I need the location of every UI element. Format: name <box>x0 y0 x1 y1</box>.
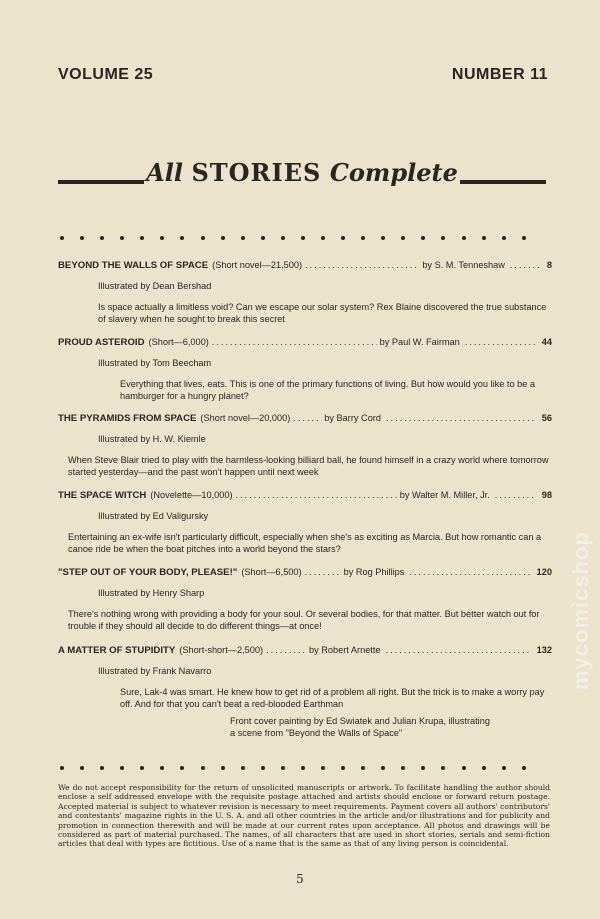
story-author: by Barry Cord <box>324 413 381 423</box>
story-entry <box>58 567 552 632</box>
story-illustrator: Illustrated by Dean Bershad <box>98 281 212 291</box>
story-illustrator: Illustrated by Tom Beecham <box>98 358 212 368</box>
story-page: 120 <box>536 567 552 577</box>
story-entry <box>58 260 552 325</box>
story-entry <box>58 645 552 710</box>
story-author: by Paul W. Fairman <box>379 337 460 347</box>
story-title: A MATTER OF STUPIDITY <box>58 645 176 656</box>
story-title: THE SPACE WITCH <box>58 490 147 501</box>
story-author: by Rog Phillips <box>343 567 405 577</box>
volume-label: VOLUME 25 <box>58 66 154 83</box>
story-illustrator: Illustrated by H. W. Kiemle <box>98 434 206 444</box>
story-page: 98 <box>541 490 552 500</box>
story-author: by Robert Arnette <box>309 645 381 655</box>
section-title <box>58 158 546 198</box>
story-description: Is space actually a limitless void? Can we escape our solar system? Rex Blaine discovered the true substance of slavery when he sought to break this secret <box>98 302 547 324</box>
story-entry <box>58 337 552 402</box>
story-description: When Steve Blair tried to play with the harmless-looking billiard ball, he found himself in a crazy world where tomorrow started yesterday—and the past won't happen until next week <box>68 455 549 477</box>
story-page: 44 <box>541 337 552 347</box>
story-description: Entertaining an ex-wife isn't particularly difficult, especially when she's as exciting as Marcia. But how romantic can a canoe ride be when the boat pitches into a world beyond the stars? <box>68 532 542 554</box>
cover-credit: Front cover painting by Ed Swiatek and Julian Krupa, illustrating a scene from "Beyond the Walls of Space" <box>230 716 490 738</box>
story-length: (Novelette—10,000) <box>150 490 233 500</box>
story-entry <box>58 413 552 478</box>
story-length: (Short—6,000) <box>148 337 209 347</box>
story-length: (Short—6,500) <box>241 567 302 577</box>
watermark: mycomicshop <box>568 531 593 690</box>
story-description: Sure, Lak-4 was smart. He knew how to get rid of a problem all right. But the trick is to make a worry pay off. And for that you can't beat a red-blooded Earthman <box>120 687 545 709</box>
title-all: All <box>146 158 183 187</box>
story-illustrator: Illustrated by Henry Sharp <box>98 588 205 598</box>
legal-notice: We do not accept responsibility for the return of unsolicited manuscripts or artwork. To facilitate handling the author should enclose a self addressed envelope with the requisite postage attached and artists should enclose or forward return postage. Accepted material is subject to whatever revision is necessary to meet requirements. Payment covers all authors' contributors' and contestants' magazine rights in the U. S. A. and all other countries in the article and/or illustrations and for publicity and promotion in connection therewith and will be made at our current rates upon acceptance. All photos and drawings will be considered as part of material purchased. The names, of all characters that are used in short stories, serials and semi-fiction articles that deal with types are fictitious. Use of a name that is the same as that of any living person is coincidental. <box>58 783 550 849</box>
story-illustrator: Illustrated by Frank Navarro <box>98 666 212 676</box>
title-complete: Complete <box>329 158 458 187</box>
story-length: (Short novel—20,000) <box>200 413 291 423</box>
story-author: by Walter M. Miller, Jr. <box>399 490 490 500</box>
story-title: BEYOND THE WALLS OF SPACE <box>58 260 209 271</box>
story-illustrator: Illustrated by Ed Valigursky <box>98 511 209 521</box>
title-text <box>144 158 460 187</box>
story-entry <box>58 490 552 555</box>
story-length: (Short novel—21,500) <box>212 260 303 270</box>
story-title: THE PYRAMIDS FROM SPACE <box>58 413 197 424</box>
title-rule-right <box>460 180 546 184</box>
issue-number-label: NUMBER 11 <box>451 66 548 83</box>
story-page: 56 <box>541 413 552 423</box>
story-description: Everything that lives, eats. This is one of the primary functions of living. But how would you like to be a hamburger for a hungry planet? <box>120 379 536 401</box>
dot-divider-top <box>60 236 526 240</box>
title-rule-left <box>58 180 144 184</box>
story-author: by S. M. Tenneshaw <box>422 260 505 270</box>
title-stories: STORIES <box>191 158 322 187</box>
page-number: 5 <box>296 872 304 886</box>
story-title: "STEP OUT OF YOUR BODY, PLEASE!" <box>58 567 238 578</box>
story-page: 8 <box>546 260 552 270</box>
story-page: 132 <box>536 645 552 655</box>
story-description: There's nothing wrong with providing a body for your soul. Or several bodies, for that matter. But better watch out for trouble if they should all decide to do different things—at once! <box>68 609 540 631</box>
story-title: PROUD ASTEROID <box>58 337 145 348</box>
dot-divider-bottom <box>60 766 526 770</box>
story-length: (Short-short—2,500) <box>179 645 264 655</box>
